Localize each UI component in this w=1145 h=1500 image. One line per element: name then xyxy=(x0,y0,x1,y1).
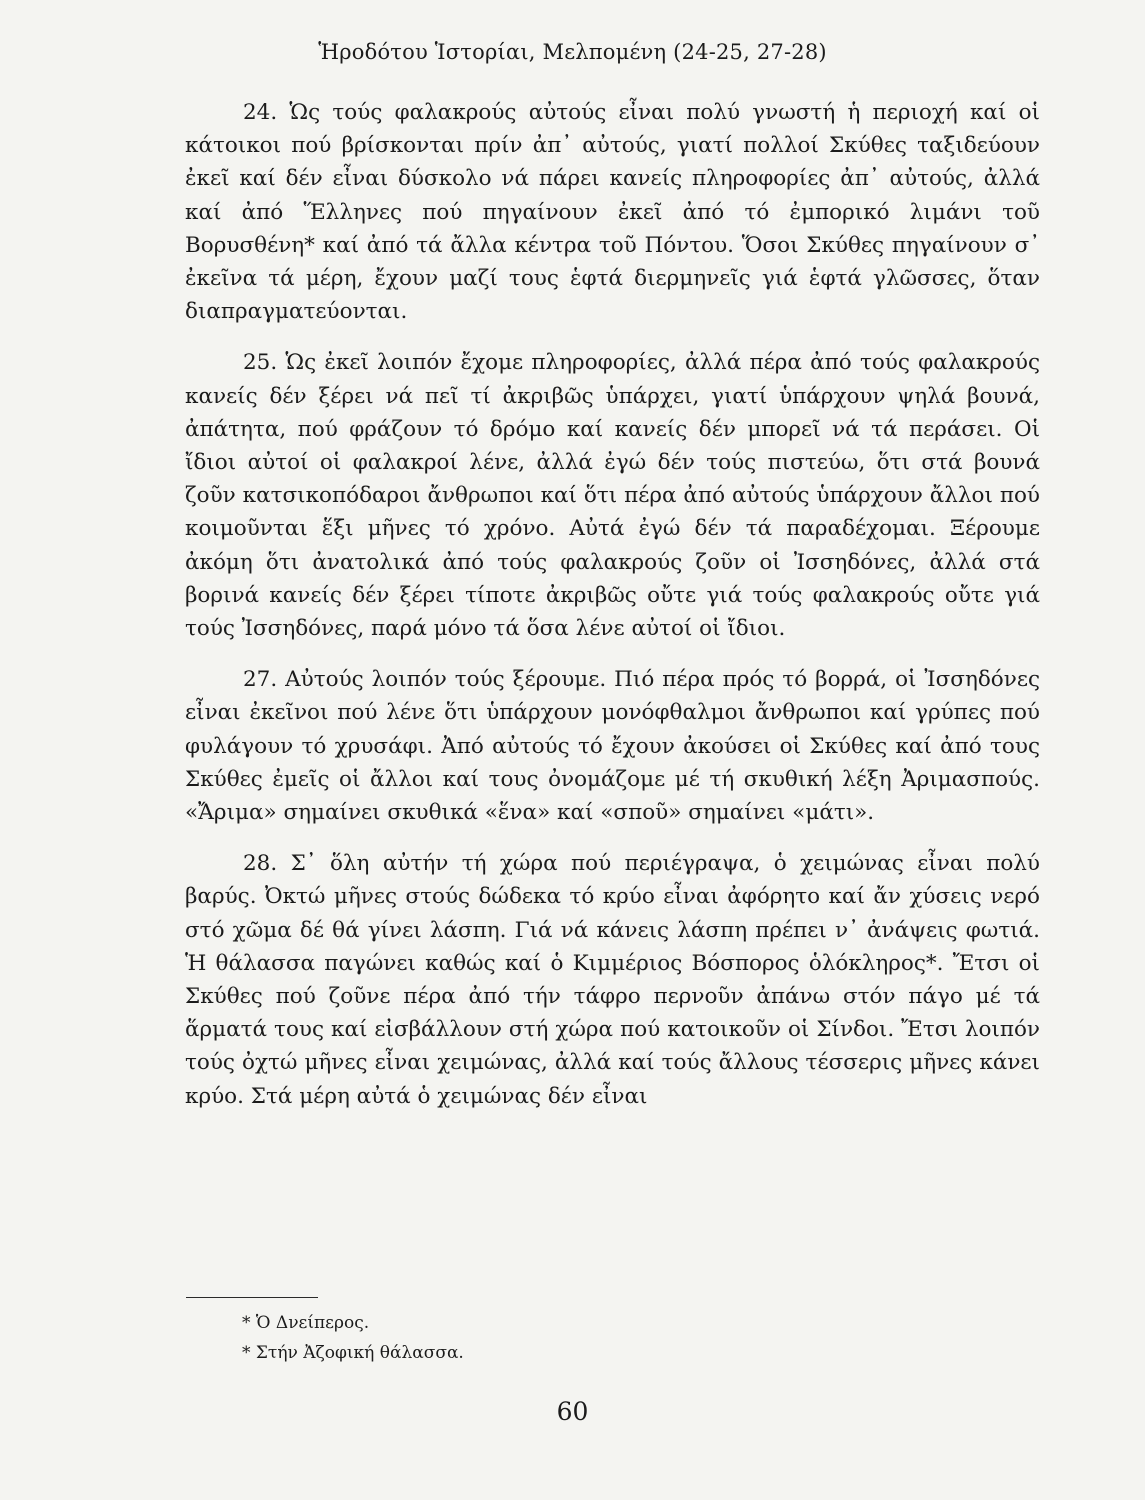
footnote-2: * Στήν Ἀζοφική θάλασσα. xyxy=(242,1343,464,1363)
page-number: 60 xyxy=(556,1397,589,1426)
paragraph-27: 27. Αὐτούς λοιπόν τούς ξέρουμε. Πιό πέρα πρός τό βορρά, οἱ Ἰσσηδόνες εἶναι ἐκεῖνοι πού λένε ὅτι ὑπάρχουν μονόφθαλμοι ἄνθρωποι καί γρύπες πού φυλάγουν τό χρυσάφι. Ἀπό αὐτούς τό ἔχουν ἀκούσει οἱ Σκύθες καί ἀπό τους Σκύθες ἐμεῖς οἱ ἄλλοι καί τους ὀνομάζομε μέ τή σκυθική λέξη Ἀριμασπούς. «Ἄριμα» σημαίνει σκυθικά «ἕνα» καί «σποῦ» σημαίνει «μάτι». xyxy=(185,667,1040,826)
footnote-divider xyxy=(186,1297,318,1298)
paragraph-24: 24. Ὡς τούς φαλακρούς αὐτούς εἶναι πολύ γνωστή ἡ περιοχή καί οἱ κάτοικοι πού βρίσκονται πρίν ἀπ᾽ αὐτούς, γιατί πολλοί Σκύθες ταξιδεύουν ἐκεῖ καί δέν εἶναι δύσκολο νά πάρει κανείς πληροφορίες ἀπ᾽ αὐτούς, ἀλλά καί ἀπό Ἕλληνες πού πηγαίνουν ἐκεῖ ἀπό τό ἐμπορικό λιμάνι τοῦ Βορυσθένη* καί ἀπό τά ἄλλα κέντρα τοῦ Πόντου. Ὅσοι Σκύθες πηγαίνουν σ᾽ ἐκεῖνα τά μέρη, ἔχουν μαζί τους ἑφτά διερμηνεῖς γιά ἑφτά γλῶσσες, ὅταν διαπραγματεύονται. xyxy=(185,100,1040,325)
running-header: Ἡροδότου Ἱστορίαι, Μελπομένη (24-25, 27-28) xyxy=(318,40,827,64)
paragraph-28: 28. Σ᾽ ὅλη αὐτήν τή χώρα πού περιέγραψα, ὁ χειμώνας εἶναι πολύ βαρύς. Ὀκτώ μῆνες στούς δώδεκα τό κρύο εἶναι ἀφόρητο καί ἄν χύσεις νερό στό χῶμα δέ θά γίνει λάσπη. Γιά νά κάνεις λάσπη πρέπει ν᾽ ἀνάψεις φωτιά. Ἡ θάλασσα παγώνει καθώς καί ὁ Κιμμέριος Βόσπορος ὁλόκληρος*. Ἔτσι οἱ Σκύθες πού ζοῦνε πέρα ἀπό τήν τάφρο περνοῦν ἀπάνω στόν πάγο μέ τά ἅρματά τους καί εἰσβάλλουν στή χώρα πού κατοικοῦν οἱ Σίνδοι. Ἔτσι λοιπόν τούς ὀχτώ μῆνες εἶναι χειμώνας, ἀλλά καί τούς ἄλλους τέσσερις μῆνες κάνει κρύο. Στά μέρη αὐτά ὁ χειμώνας δέν εἶναι xyxy=(185,851,1040,1109)
main-text xyxy=(185,96,1040,1131)
paragraph-25: 25. Ὡς ἐκεῖ λοιπόν ἔχομε πληροφορίες, ἀλλά πέρα ἀπό τούς φαλακρούς κανείς δέν ξέρει νά πεῖ τί ἀκριβῶς ὑπάρχει, γιατί ὑπάρχουν ψηλά βουνά, ἀπάτητα, πού φράζουν τό δρόμο καί κανείς δέν μπορεῖ νά τά περάσει. Οἱ ἴδιοι αὐτοί οἱ φαλακροί λένε, ἀλλά ἐγώ δέν τούς πιστεύω, ὅτι στά βουνά ζοῦν κατσικοπόδαροι ἄνθρωποι καί ὅτι πέρα ἀπό αὐτούς ὑπάρχουν ἄλλοι πού κοιμοῦνται ἕξι μῆνες τό χρόνο. Αὐτά ἐγώ δέν τά παραδέχομαι. Ξέρουμε ἀκόμη ὅτι ἀνατολικά ἀπό τούς φαλακρούς ζοῦν οἱ Ἰσσηδόνες, ἀλλά στά βορινά κανείς δέν ξέρει τίποτε ἀκριβῶς οὔτε γιά τούς φαλακρούς οὔτε γιά τούς Ἰσσηδόνες, παρά μόνο τά ὅσα λένε αὐτοί οἱ ἴδιοι. xyxy=(185,350,1040,642)
footnote-1: * Ὁ Δνείπερος. xyxy=(242,1313,370,1333)
footnotes xyxy=(242,1308,942,1368)
